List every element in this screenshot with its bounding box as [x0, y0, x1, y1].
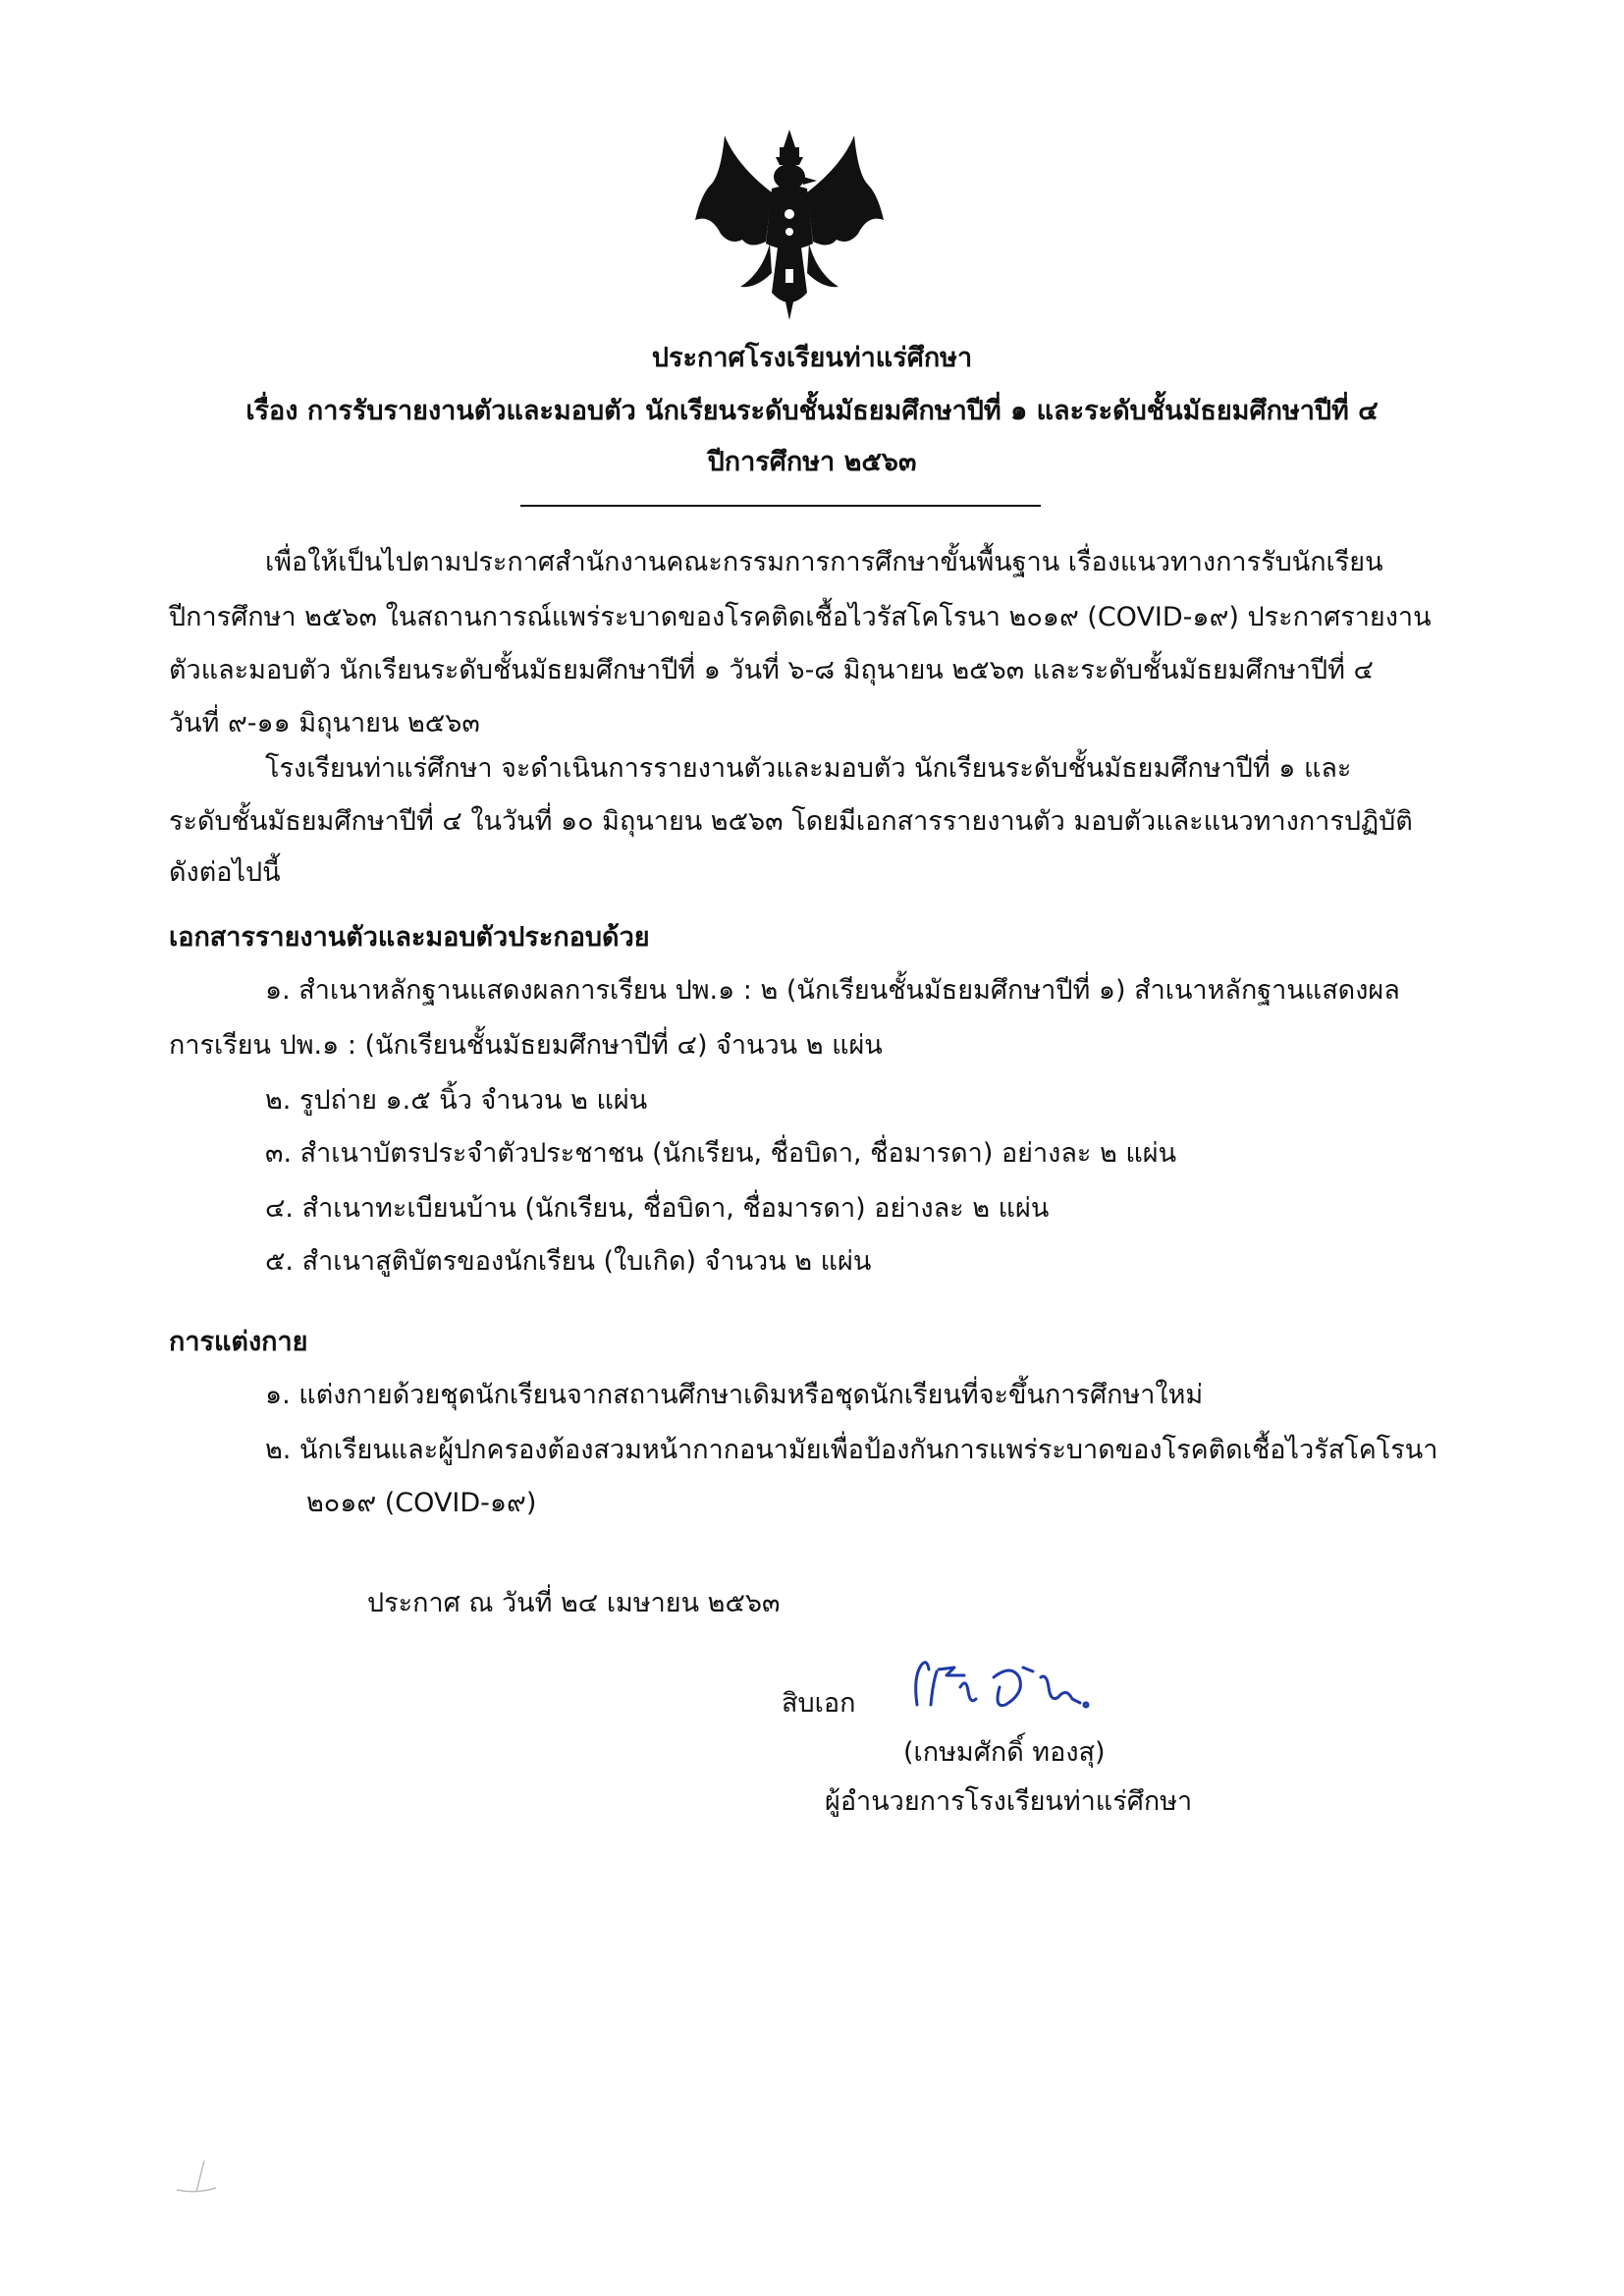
stray-pencil-mark — [167, 2157, 226, 2196]
paragraph-1-line-3: ตัวและมอบตัว นักเรียนระดับชั้นมัธยมศึกษาปีที่ ๑ วันที่ ๖-๘ มิถุนายน ๒๕๖๓ และระดับชั้นมัธยมศึกษาปีที่ ๔ — [169, 655, 1374, 685]
dress-item-2: ๒. นักเรียนและผู้ปกครองต้องสวมหน้ากากอนามัยเพื่อป้องกันการแพร่ระบาดของโรคติดเชื้อไวรัสโคโรนา — [265, 1435, 1438, 1465]
dress-item-1: ๑. แต่งกายด้วยชุดนักเรียนจากสถานศึกษาเดิมหรือชุดนักเรียนที่จะขึ้นการศึกษาใหม่ — [265, 1380, 1204, 1410]
paragraph-2-line-1: โรงเรียนท่าแร่ศึกษา จะดำเนินการรายงานตัวและมอบตัว นักเรียนระดับชั้นมัธยมศึกษาปีที่ ๑ และ — [265, 753, 1352, 784]
signer-position: ผู้อำนวยการโรงเรียนท่าแร่ศึกษา — [825, 1786, 1193, 1817]
paragraph-2-line-3: ดังต่อไปนี้ — [169, 857, 281, 888]
document-item-4: ๔. สำเนาทะเบียนบ้าน (นักเรียน, ชื่อบิดา, ชื่อมารดา) อย่างละ ๒ แผ่น — [265, 1193, 1050, 1224]
document-item-1-continued: การเรียน ปพ.๑ : (นักเรียนชั้นมัธยมศึกษาปีที่ ๔) จำนวน ๒ แผ่น — [169, 1030, 883, 1061]
document-item-3: ๓. สำเนาบัตรประจำตัวประชาชน (นักเรียน, ชื่อบิดา, ชื่อมารดา) อย่างละ ๒ แผ่น — [265, 1138, 1177, 1169]
dress-heading: การแต่งกาย — [169, 1327, 308, 1357]
title-divider — [520, 505, 1041, 507]
garuda-emblem-icon — [681, 126, 897, 322]
paragraph-1-line-2: ปีการศึกษา ๒๕๖๓ ในสถานการณ์แพร่ระบาดของโรคติดเชื้อไวรัสโคโรนา ๒๐๑๙ (COVID-๑๙) ประกาศรายงาน — [169, 602, 1432, 632]
academic-year: ปีการศึกษา ๒๕๖๓ — [707, 447, 917, 477]
documents-heading: เอกสารรายงานตัวและมอบตัวประกอบด้วย — [169, 922, 650, 953]
announcement-date: ประกาศ ณ วันที่ ๒๔ เมษายน ๒๕๖๓ — [367, 1588, 781, 1618]
announcement-title: ประกาศโรงเรียนท่าแร่ศึกษา — [651, 343, 973, 373]
signer-name: (เกษมศักดิ์ ทองสุ) — [903, 1737, 1106, 1768]
announcement-subject: เรื่อง การรับรายงานตัวและมอบตัว นักเรียนระดับชั้นมัธยมศึกษาปีที่ ๑ และระดับชั้นมัธยมศึกษาปีที่ ๔ — [245, 396, 1379, 426]
paragraph-2-line-2: ระดับชั้นมัธยมศึกษาปีที่ ๔ ในวันที่ ๑๐ มิถุนายน ๒๕๖๓ โดยมีเอกสารรายงานตัว มอบตัวและแนวทางการปฏิบัติ — [169, 806, 1413, 837]
document-item-5: ๕. สำเนาสูติบัตรของนักเรียน (ใบเกิด) จำนวน ๒ แผ่น — [265, 1246, 872, 1277]
signer-rank: สิบเอก — [782, 1688, 856, 1719]
document-item-1: ๑. สำเนาหลักฐานแสดงผลการเรียน ปพ.๑ : ๒ (นักเรียนชั้นมัธยมศึกษาปีที่ ๑) สำเนาหลักฐานแสดงผล — [265, 975, 1400, 1006]
dress-item-2-continued: ๒๐๑๙ (COVID-๑๙) — [306, 1488, 537, 1518]
paragraph-1-line-1: เพื่อให้เป็นไปตามประกาศสำนักงานคณะกรรมการการศึกษาขั้นพื้นฐาน เรื่องแนวทางการรับนักเรียน — [265, 547, 1383, 577]
handwritten-signature — [903, 1648, 1159, 1726]
document-item-2: ๒. รูปถ่าย ๑.๕ นิ้ว จำนวน ๒ แผ่น — [265, 1085, 648, 1116]
paragraph-1-line-4: วันที่ ๙-๑๑ มิถุนายน ๒๕๖๓ — [169, 708, 480, 738]
